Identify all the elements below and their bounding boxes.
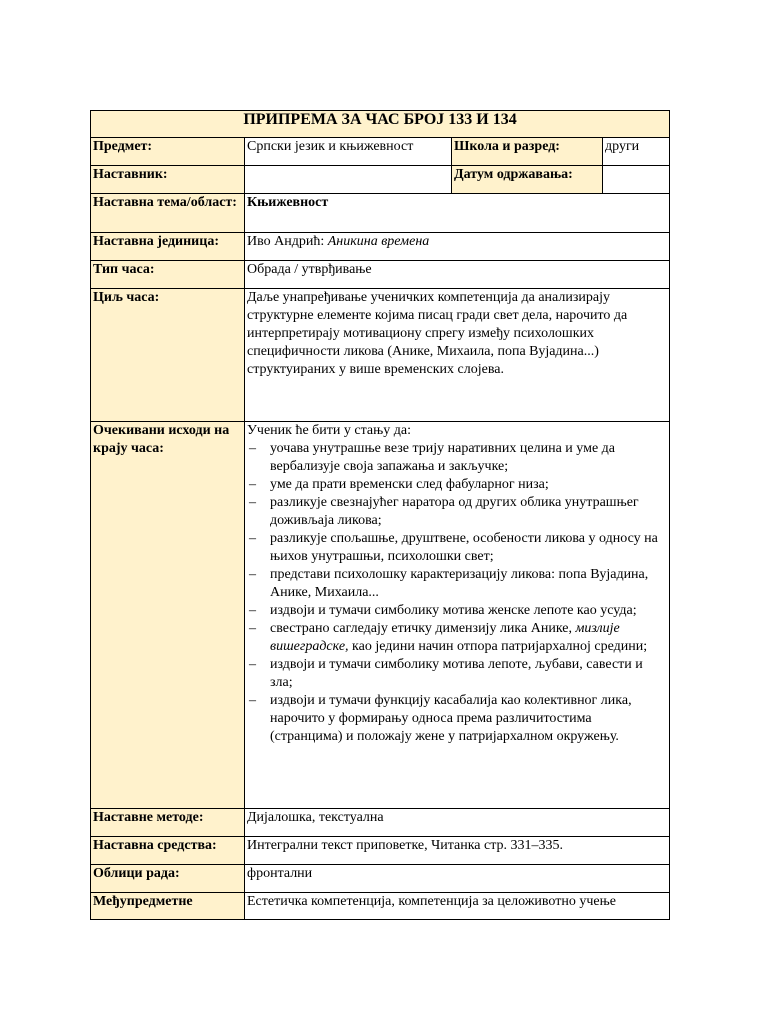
topic-label: Наставна тема/област: — [91, 194, 245, 233]
unit-value — [245, 233, 670, 261]
title-row — [91, 111, 670, 138]
goal-value: Даље унапређивање ученичких компетенција да анализирају структурне елементе којима писац гради свет дела, нарочито да интерпретирају мотивациону спрегу између психолошких специфичности ликова (Анике, Михаила, попа Вујадина...) структуираних у више временских слојева. — [245, 289, 670, 422]
list-item-text: као једини начин отпора патријархалној средини; — [348, 639, 648, 654]
topic-value: Књижевност — [245, 194, 670, 233]
outcomes-list — [247, 440, 667, 746]
subject-label: Предмет: — [91, 138, 245, 166]
goal-label: Циљ часа: — [91, 289, 245, 422]
list-item-text: свестрано сагледају етичку димензију лика Анике, — [270, 621, 576, 636]
list-item: – издвоји и тумачи функцију касабалија као колективног лика, нарочито у формирању односа према различитостима (странцима) и положају жене у патријархалном окружењу. — [247, 692, 667, 746]
methods-row — [91, 809, 670, 837]
date-value — [603, 166, 670, 194]
cross-row — [91, 893, 670, 920]
list-item: – издвоји и тумачи симболику мотива женске лепоте као усуда; — [247, 602, 667, 620]
forms-row — [91, 865, 670, 893]
cross-label: Међупредметне — [91, 893, 245, 920]
list-item: – издвоји и тумачи симболику мотива лепоте, љубави, савести и зла; — [247, 656, 667, 692]
list-item: – разликује спољашње, друштвене, особености ликова у односу на њихов унутрашњи, психолошки свет; — [247, 530, 667, 566]
teacher-row — [91, 166, 670, 194]
subject-value: Српски језик и књижевност — [245, 138, 452, 166]
list-item-italic: мизлије вишеградске, — [270, 621, 620, 654]
forms-label: Облици рада: — [91, 865, 245, 893]
resources-label: Наставна средства: — [91, 837, 245, 865]
unit-row — [91, 233, 670, 261]
unit-author: Иво Андрић: — [247, 234, 328, 249]
resources-value: Интегрални текст приповетке, Читанка стр. 331–335. — [245, 837, 670, 865]
list-item: – уочава унутрашње везе трију наративних целина и уме да вербализује своја запажања и закључке; — [247, 440, 667, 476]
teacher-value — [245, 166, 452, 194]
topic-row — [91, 194, 670, 233]
type-label: Тип часа: — [91, 261, 245, 289]
goal-row — [91, 289, 670, 422]
document-title: ПРИПРЕМА ЗА ЧАС БРОЈ 133 И 134 — [91, 111, 670, 138]
school-value: други — [603, 138, 670, 166]
resources-row — [91, 837, 670, 865]
subject-row — [91, 138, 670, 166]
methods-label: Наставне методе: — [91, 809, 245, 837]
outcomes-label: Очекивани исходи на крају часа: — [91, 422, 245, 809]
outcomes-row — [91, 422, 670, 809]
unit-work: Аникина времена — [327, 234, 430, 249]
school-label: Школа и разред: — [452, 138, 603, 166]
cross-value: Естетичка компетенција, компетенција за целоживотно учење — [245, 893, 670, 920]
forms-value: фронтални — [245, 865, 670, 893]
list-item — [247, 620, 667, 656]
list-item: – представи психолошку карактеризацију ликова: попа Вујадина, Анике, Михаила... — [247, 566, 667, 602]
outcomes-intro: Ученик ће бити у стању да: — [247, 423, 411, 438]
unit-label: Наставна јединица: — [91, 233, 245, 261]
methods-value: Дијалошка, текстуална — [245, 809, 670, 837]
type-row — [91, 261, 670, 289]
teacher-label: Наставник: — [91, 166, 245, 194]
type-value: Обрада / утврђивање — [245, 261, 670, 289]
list-item: – разликује свезнајућег наратора од других облика унутрашњег доживљаја ликова; — [247, 494, 667, 530]
date-label: Датум одржавања: — [452, 166, 603, 194]
lesson-plan-table — [90, 110, 670, 920]
outcomes-value — [245, 422, 670, 809]
list-item: – уме да прати временски след фабуларног низа; — [247, 476, 667, 494]
